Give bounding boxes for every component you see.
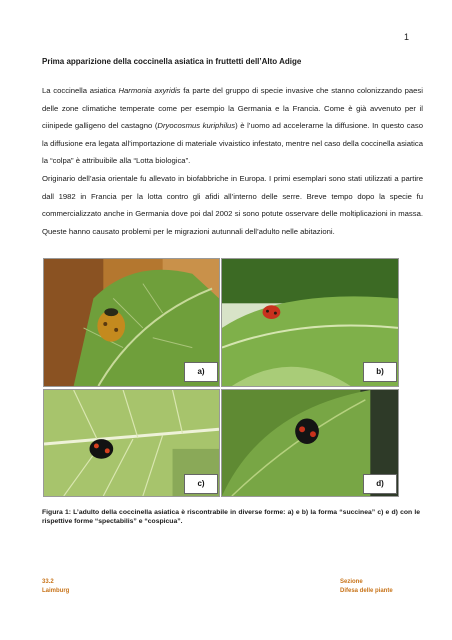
paragraph-1-text: ) è l’uomo ad accelerarne la diffusione. In questo caso la diffusione era legata all’importazione di materiale vivaistico infestato, mentre nel caso della coccinella asiatica la “colpa” è attribuibile alla “Lotta biologica”. (42, 121, 423, 166)
footer-right (340, 578, 393, 596)
footer-section-label: Sezione (340, 579, 363, 585)
figure-caption: Figura 1: L’adulto della coccinella asiatica è riscontrabile in diverse forme: a) e b) la forma “succinea” c) e d) con le rispettive forme “spectabilis” e “cospicua”. (42, 509, 420, 525)
photo-b (221, 258, 399, 387)
photo-label-d: d) (363, 474, 397, 494)
paragraph-1-text: fa parte del gruppo di specie invasive che stanno colonizzando paesi delle zone climatiche temperate come per esempio la Germania e la Francia. Come è già avvenuto per il ciinipede galligeno del castagno ( (42, 86, 423, 131)
paragraph-1-text: La coccinella asiatica (42, 86, 119, 95)
body-text (42, 82, 423, 240)
photo-d (221, 389, 399, 497)
paragraph-2: Originario dell’asia orientale fu allevato in biofabbriche in Europa. I primi esemplari sono stati utilizzati a partire dall 1982 in Francia per la lotta contro gli afidi all’interno delle serre. Breve tempo dopo la specie fu commercializzato anche in Germania dove poi dal 2002 si sono potute osservare delle moltiplicazioni in massa. Queste hanno causato problemi per le migrazioni autunnali dell’adulto nelle abitazioni. (42, 173, 423, 236)
paragraph-1 (42, 82, 423, 170)
footer-left (42, 578, 69, 596)
footer-code: 33.2 (42, 579, 54, 585)
photo-label-c: c) (184, 474, 218, 494)
page-number: 1 (404, 32, 410, 42)
species-name: Harmonia axyridis (118, 86, 181, 95)
photo-label-b: b) (363, 362, 397, 382)
photo-a (43, 258, 220, 387)
footer-section-name: Difesa delle piante (340, 588, 393, 594)
photo-c (43, 389, 220, 497)
footer-institution: Laimburg (42, 588, 70, 594)
photo-label-a: a) (184, 362, 218, 382)
document-title: Prima apparizione della coccinella asiatica in fruttetti dell’Alto Adige (42, 57, 302, 66)
species-name: Dryocosmus kuriphilus (157, 121, 236, 131)
